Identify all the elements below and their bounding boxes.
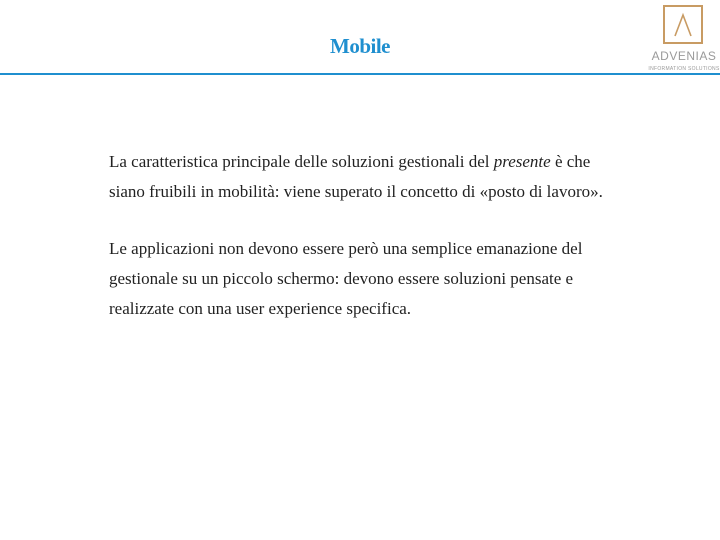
title-divider (0, 73, 720, 75)
paragraph-1-end: è che siano fruibili in mobilità: viene superato il concetto di «posto di lavoro». (109, 152, 603, 201)
paragraph-2: Le applicazioni non devono essere però una semplice emanazione del gestionale su un piccolo schermo: devono essere soluzioni pensate e realizzate con una user experience specifica. (109, 239, 583, 318)
body-text (109, 147, 629, 351)
logo-name: ADVENIAS (651, 49, 717, 63)
slide-title: Mobile (330, 34, 390, 58)
company-logo (648, 2, 720, 76)
paragraph-1 (109, 147, 629, 207)
logo-mark-icon (663, 5, 703, 44)
paragraph-1-emphasis: presente (493, 152, 551, 171)
paragraph-1-start: La caratteristica principale delle soluzioni gestionali del (109, 152, 494, 171)
logo-tagline: INFORMATION SOLUTIONS (648, 66, 720, 72)
